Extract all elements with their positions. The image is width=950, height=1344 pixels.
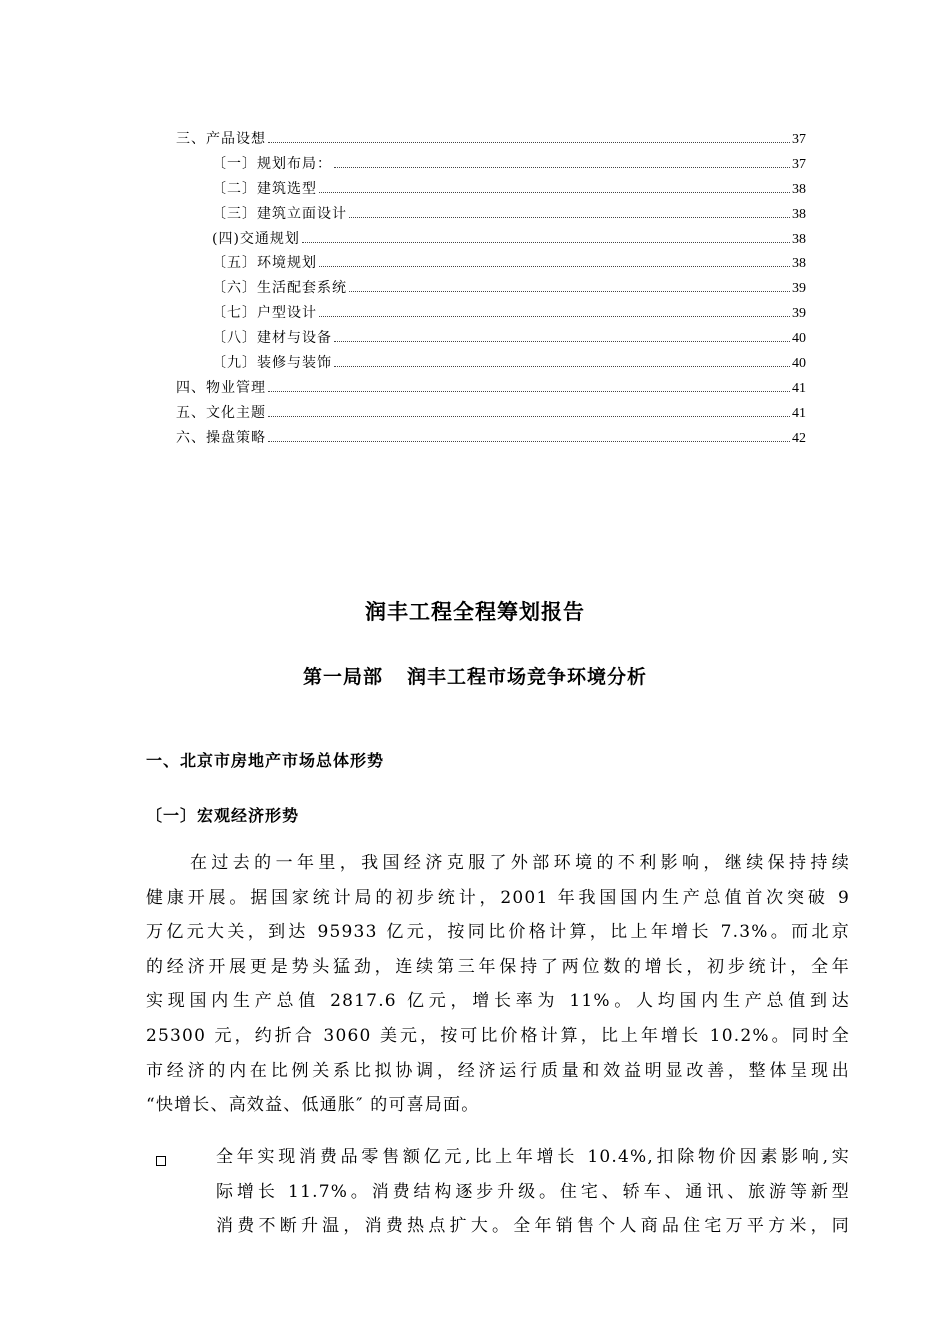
toc-entry-page: 40 bbox=[792, 356, 806, 372]
toc-entry-page: 38 bbox=[792, 181, 806, 197]
toc-entry-page: 38 bbox=[792, 206, 806, 222]
toc-leader-dots bbox=[319, 191, 790, 193]
toc-entry-page: 39 bbox=[792, 306, 806, 322]
toc-entry-page: 38 bbox=[792, 231, 806, 247]
toc-entry[interactable] bbox=[176, 128, 806, 153]
paragraph-line: 市经济的内在比例关系比拟协调，经济运行质量和效益明显改善，整体呈现出 bbox=[146, 1060, 850, 1081]
toc-entry-label: 三、产品设想 bbox=[176, 131, 266, 147]
toc-leader-dots bbox=[334, 365, 790, 367]
toc-entry-label: 〔三〕建筑立面设计 bbox=[212, 205, 347, 222]
toc-entry-label: 〔一〕规划布局： bbox=[212, 155, 332, 172]
toc-leader-dots bbox=[268, 415, 790, 417]
toc-entry[interactable] bbox=[176, 153, 806, 178]
toc-entry-page: 40 bbox=[792, 331, 806, 347]
toc-leader-dots bbox=[319, 265, 790, 267]
part-label: 第一局部 bbox=[302, 666, 383, 688]
section-heading: 一、北京市房地产市场总体形势 bbox=[146, 751, 385, 770]
toc-entry-label: 六、操盘策略 bbox=[176, 429, 266, 446]
paragraph-line: “快增长、高效益、低通胀″ 的可喜局面。 bbox=[146, 1095, 480, 1116]
toc-entry[interactable] bbox=[176, 352, 806, 377]
paragraph-line: 健康开展。据国家统计局的初步统计，2001 年我国国内生产总值首次突破 9 bbox=[146, 887, 850, 908]
document-title: 润丰工程全程筹划报告 bbox=[365, 600, 585, 624]
toc-entry[interactable] bbox=[176, 427, 806, 452]
subsection-heading: 〔一〕宏观经济形势 bbox=[146, 806, 300, 825]
toc-entry[interactable] bbox=[176, 377, 806, 402]
toc-leader-dots bbox=[334, 340, 790, 342]
toc-entry-page: 41 bbox=[792, 405, 806, 421]
square-bullet-icon bbox=[156, 1156, 166, 1166]
toc-entry-label: 四、物业管理 bbox=[176, 379, 266, 396]
toc-entry-label: 〔八〕建材与设备 bbox=[212, 330, 332, 347]
toc-entry[interactable] bbox=[176, 228, 806, 253]
paragraph-line: 实现国内生产总值 2817.6 亿元，增长率为 11%。人均国内生产总值到达 bbox=[146, 991, 850, 1012]
paragraph-line: 在过去的一年里，我国经济克服了外部环境的不利影响，继续保持持续 bbox=[190, 853, 850, 873]
paragraph-line: 万亿元大关，到达 95933 亿元，按同比价格计算，比上年增长 7.3%。而北京 bbox=[146, 922, 850, 943]
toc-entry-label: 〔五〕环境规划 bbox=[212, 255, 317, 272]
bullet-item bbox=[146, 1140, 850, 1244]
toc-entry-label: (四)交通规划 bbox=[212, 230, 300, 247]
toc-leader-dots bbox=[334, 166, 790, 168]
paragraph-line: 的经济开展更是势头猛劲，连续第三年保持了两位数的增长，初步统计，全年 bbox=[146, 956, 850, 977]
toc-leader-dots bbox=[302, 241, 790, 243]
toc-leader-dots bbox=[268, 390, 790, 392]
toc-entry[interactable] bbox=[176, 203, 806, 228]
toc-entry-label: 〔二〕建筑选型 bbox=[212, 180, 317, 197]
table-of-contents bbox=[176, 128, 806, 452]
toc-entry-label: 〔九〕装修与装饰 bbox=[212, 355, 332, 372]
part-name: 润丰工程市场竞争环境分析 bbox=[407, 666, 648, 688]
toc-entry[interactable] bbox=[176, 252, 806, 277]
toc-leader-dots bbox=[268, 141, 790, 143]
bullet-line: 消费不断升温，消费热点扩大。全年销售个人商品住宅万平方米，同 bbox=[216, 1216, 850, 1237]
toc-leader-dots bbox=[349, 290, 790, 292]
toc-entry-label: 〔六〕生活配套系统 bbox=[212, 280, 347, 297]
bullet-line: 际增长 11.7%。消费结构逐步升级。住宅、轿车、通讯、旅游等新型 bbox=[216, 1181, 850, 1202]
toc-entry-label: 五、文化主题 bbox=[176, 404, 266, 421]
paragraph-line: 25300 元，约折合 3060 美元，按可比价格计算，比上年增长 10.2%。同时全 bbox=[146, 1025, 850, 1046]
body-paragraph bbox=[146, 846, 850, 1123]
toc-entry-label: 〔七〕户型设计 bbox=[212, 305, 317, 322]
bullet-text bbox=[216, 1140, 850, 1244]
toc-entry[interactable] bbox=[176, 402, 806, 427]
toc-leader-dots bbox=[349, 216, 790, 218]
toc-entry[interactable] bbox=[176, 277, 806, 302]
toc-entry-page: 42 bbox=[792, 430, 806, 446]
toc-entry-page: 37 bbox=[792, 132, 806, 147]
toc-entry[interactable] bbox=[176, 178, 806, 203]
part-heading bbox=[0, 662, 950, 689]
toc-entry-page: 41 bbox=[792, 380, 806, 396]
toc-leader-dots bbox=[268, 440, 790, 442]
toc-entry[interactable] bbox=[176, 327, 806, 352]
toc-leader-dots bbox=[319, 315, 790, 317]
bullet-line: 全年实现消费品零售额亿元,比上年增长 10.4%,扣除物价因素影响,实 bbox=[216, 1147, 850, 1167]
toc-entry[interactable] bbox=[176, 302, 806, 327]
toc-entry-page: 37 bbox=[792, 156, 806, 172]
toc-entry-page: 38 bbox=[792, 256, 806, 272]
toc-entry-page: 39 bbox=[792, 281, 806, 297]
